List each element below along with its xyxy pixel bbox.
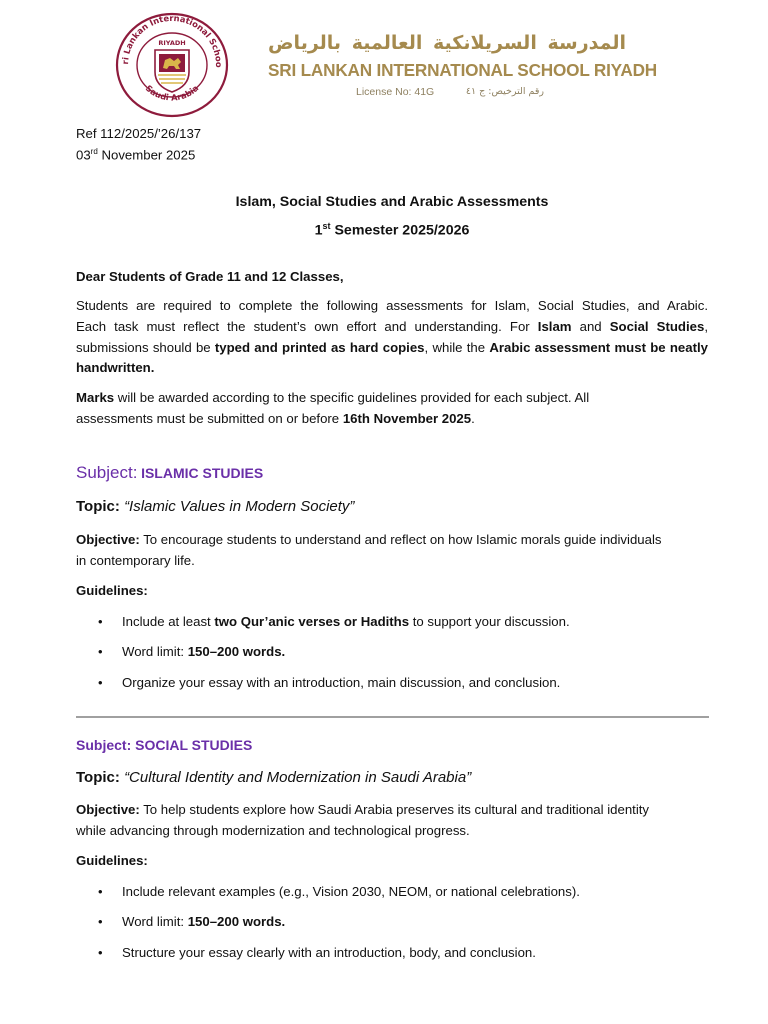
intro-line-2: Each task must reflect the student’s own effort and understanding. For Islam and Social Studies, [76, 319, 708, 334]
date-rest: November 2025 [97, 147, 196, 163]
school-logo [114, 12, 230, 118]
section-2-subject: Subject: SOCIAL STUDIES [76, 737, 253, 753]
marks-line-1: Marks will be awarded according to the specific guidelines provided for each subject. All [76, 390, 590, 405]
section-2-objective-2: while advancing through modernization and technological progress. [76, 823, 470, 838]
section-1-topic: Topic: “Islamic Values in Modern Society” [76, 498, 355, 515]
subject-name: ISLAMIC STUDIES [141, 465, 264, 481]
section-1-objective-2: in contemporary life. [76, 553, 195, 568]
license-number: License No: 41G [356, 86, 435, 98]
school-name-arabic: المدرسة السريلانكية العالمية بالرياض [268, 32, 626, 54]
school-name-english: SRI LANKAN INTERNATIONAL SCHOOL RIYADH [268, 60, 658, 80]
section-1-guideline-1: Include at least two Qur’anic verses or Hadiths to support your discussion. [122, 614, 570, 629]
intro-line-4: handwritten. [76, 360, 155, 375]
letter-date [76, 142, 195, 165]
section-1-objective-1: Objective: To encourage students to understand and reflect on how Islamic morals guide individuals [76, 532, 662, 547]
reference-number: Ref 112/2025/’26/137 [76, 126, 202, 141]
logo-ring-top-text: ri Lankan International Schoo [119, 12, 225, 68]
license-number-arabic: رقم الترخيص: ج ٤١ [465, 86, 544, 97]
section-1-subject [76, 461, 263, 486]
semester-number: 1 [314, 222, 323, 239]
semester-suffix: st [322, 221, 331, 231]
bullet-icon: • [98, 914, 103, 929]
document-title [0, 192, 768, 212]
semester-title [0, 215, 768, 242]
marks-line-2: assessments must be submitted on or before 16th November 2025. [76, 411, 475, 426]
intro-line-3: submissions should be typed and printed as hard copies, while the Arabic assessment must be neatly [76, 340, 708, 355]
subject-prefix: Subject: [76, 463, 138, 482]
section-1-guideline-3: Organize your essay with an introduction, main discussion, and conclusion. [122, 675, 561, 690]
section-2-topic: Topic: “Cultural Identity and Modernization in Saudi Arabia” [76, 769, 472, 786]
bullet-icon: • [98, 884, 103, 899]
date-suffix: rd [90, 147, 98, 156]
bullet-icon: • [98, 644, 103, 659]
bullet-icon: • [98, 675, 103, 690]
greeting: Dear Students of Grade 11 and 12 Classes, [76, 269, 344, 284]
section-divider [76, 716, 709, 718]
section-2-guideline-3: Structure your essay clearly with an introduction, body, and conclusion. [122, 945, 536, 960]
section-1-guidelines-label: Guidelines: [76, 583, 148, 598]
title-line-1: Islam, Social Studies and Arabic Assessments [235, 194, 549, 210]
bullet-icon: • [98, 945, 103, 960]
bullet-icon: • [98, 614, 103, 629]
date-day: 03 [76, 147, 91, 163]
section-2-objective-1: Objective: To help students explore how Saudi Arabia preserves its cultural and traditional identity [76, 802, 650, 817]
section-2-guideline-1: Include relevant examples (e.g., Vision 2030, NEOM, or national celebrations). [122, 884, 580, 899]
logo-ring-bottom-text: Saudi Arabia [143, 82, 201, 103]
section-2-guideline-2: Word limit: 150–200 words. [122, 914, 286, 929]
intro-line-1: Students are required to complete the following assessments for Islam, Social Studies, and Arabic. [76, 298, 708, 313]
section-1-guideline-2: Word limit: 150–200 words. [122, 644, 286, 659]
logo-inner-label: RIYADH [158, 39, 186, 47]
semester-rest: Semester 2025/2026 [330, 222, 470, 239]
section-2-guidelines-label: Guidelines: [76, 853, 148, 868]
